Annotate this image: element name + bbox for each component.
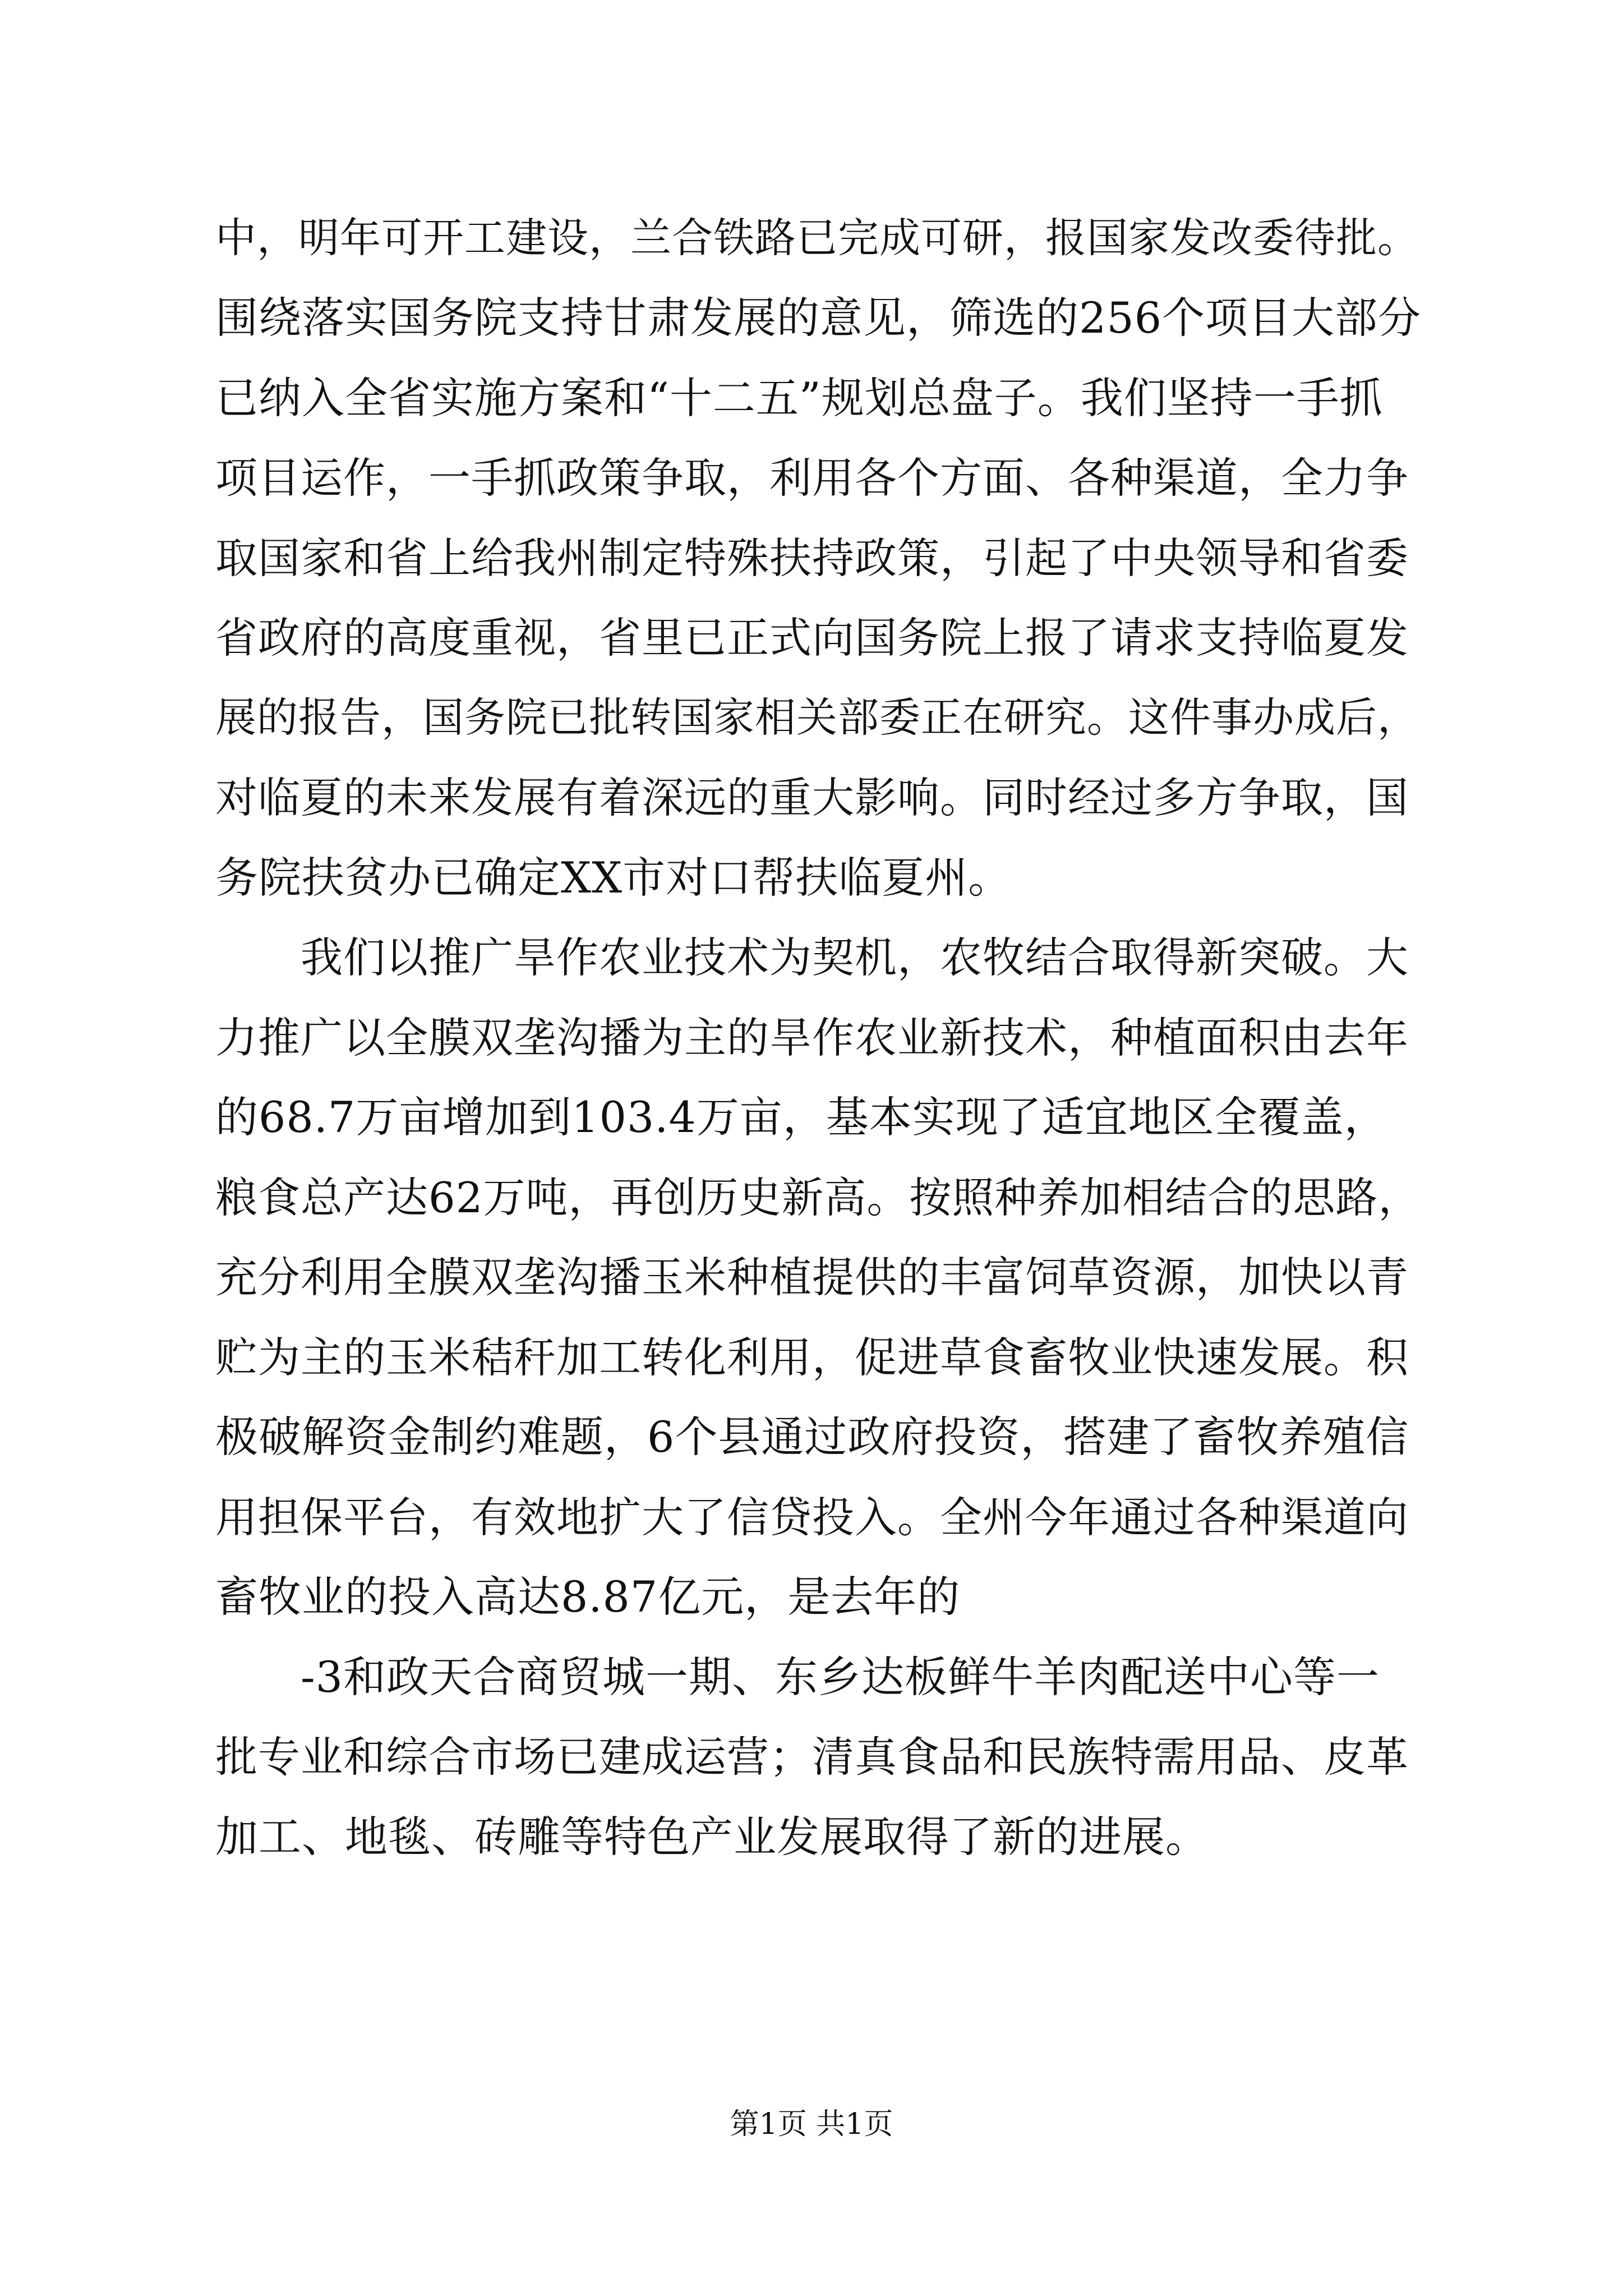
text-line: 贮为主的玉米秸秆加工转化利用，促进草食畜牧业快速发展。积 bbox=[215, 1333, 1409, 1382]
text-line: 对临夏的未来发展有着深远的重大影响。同时经过多方争取，国 bbox=[215, 773, 1409, 822]
text-line: 中，明年可开工建设，兰合铁路已完成可研，报国家发改委待批。 bbox=[215, 214, 1419, 262]
text-line: 用担保平台，有效地扩大了信贷投入。全州今年通过各种渠道向 bbox=[215, 1493, 1409, 1542]
text-line: 项目运作，一手抓政策争取，利用各个方面、各种渠道，全力争 bbox=[215, 453, 1409, 503]
text-line: 围绕落实国务院支持甘肃发展的意见，筛选的256个项目大部分 bbox=[215, 293, 1422, 343]
text-line: 畜牧业的投入高达8.87亿元，是去年的 bbox=[215, 1572, 961, 1622]
text-line: 充分利用全膜双垄沟播玉米种植提供的丰富饲草资源，加快以青 bbox=[215, 1253, 1409, 1302]
text-line: 粮食总产达62万吨，再创历史新高。按照种养加相结合的思路， bbox=[215, 1173, 1421, 1222]
text-line: 极破解资金制约难题，6个县通过政府投资，搭建了畜牧养殖信 bbox=[215, 1412, 1409, 1462]
text-line: 力推广以全膜双垄沟播为主的旱作农业新技术，种植面积由去年 bbox=[215, 1013, 1409, 1062]
page-footer bbox=[0, 2105, 1623, 2144]
text-line: 取国家和省上给我州制定特殊扶持政策，引起了中央领导和省委 bbox=[215, 533, 1409, 583]
text-line: 批专业和综合市场已建成运营；清真食品和民族特需用品、皮革 bbox=[215, 1732, 1409, 1782]
text-line: 我们以推广旱作农业技术为契机，农牧结合取得新突破。大 bbox=[301, 933, 1409, 982]
text-line: 务院扶贫办已确定XX市对口帮扶临夏州。 bbox=[215, 853, 1012, 903]
text-line: 已纳入全省实施方案和“十二五”规划总盘子。我们坚持一手抓 bbox=[215, 373, 1383, 423]
text-line: 加工、地毯、砖雕等特色产业发展取得了新的进展。 bbox=[215, 1812, 1209, 1862]
text-line: 的68.7万亩增加到103.4万亩，基本实现了适宜地区全覆盖， bbox=[215, 1092, 1387, 1142]
page-number-label: 第1页 共1页 bbox=[730, 2108, 893, 2141]
text-line: -3和政天合商贸城一期、东乡达板鲜牛羊肉配送中心等一 bbox=[301, 1652, 1380, 1702]
text-line: 省政府的高度重视，省里已正式向国务院上报了请求支持临夏发 bbox=[215, 613, 1409, 662]
text-line: 展的报告，国务院已批转国家相关部委正在研究。这件事办成后， bbox=[215, 694, 1419, 742]
